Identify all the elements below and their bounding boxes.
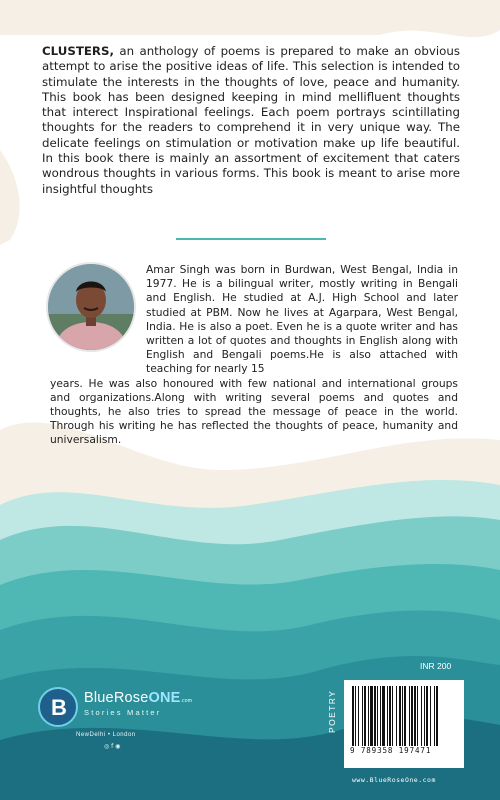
isbn-number: 9 789358 197471 <box>350 746 432 755</box>
isbn-barcode <box>344 680 464 768</box>
book-title-lead: CLUSTERS, <box>42 44 114 58</box>
cream-blob-left <box>0 150 20 245</box>
author-photo <box>46 262 136 352</box>
book-blurb <box>42 44 460 197</box>
cream-blob-top <box>0 0 500 37</box>
publisher-logo-mark: B <box>38 687 78 727</box>
author-bio-rest: years. He was also honoured with few national and international groups and organizations.Along with writing several poems and quotes and thoughts, he also tries to spread the message of peace in the world. Through his writing he has reflected the thoughts of peace, humanity and universalism. <box>50 376 458 447</box>
blurb-text: an anthology of poems is prepared to make an obvious attempt to arise the positive ideas of life. This selection is intended to stimulate the interests in the thoughts of love, peace and humanity. This book has been designed keeping in mind mellifluent thoughts that interect Inspirational feelings. Each poem portrays scintillating thoughts for the readers to comprehend it in very unique way. The delicate feelings on stimulation or motivation make up life beautiful. In this book there is mainly an assortment of excitement that caters wondrous thoughts in various forms. This book is meant to arise more insightful thoughts <box>42 44 460 196</box>
publisher-logo <box>38 685 198 775</box>
author-bio <box>50 263 458 448</box>
barcode-bars <box>350 686 458 746</box>
publisher-name: BlueRoseONE.com <box>84 690 193 706</box>
author-bio-wrap: Amar Singh was born in Burdwan, West Bengal, India in 1977. He is a bilingual writer, mostly writing in Bengali and English. He studied at A.J. High School and later studied at PBM. Now he lives at Agarpara, West Bengal, India. He is also a poet. Even he is a quote writer and has written a lot of quotes and thoughts in English along with English and Bengali poems.He is also attached with teaching for nearly 15 <box>146 263 458 376</box>
publisher-website: www.BlueRoseOne.com <box>352 776 436 784</box>
social-icons: ◎ f ◉ <box>104 743 121 750</box>
genre-label: POETRY <box>327 689 337 733</box>
publisher-locations: NewDelhi • London <box>76 732 136 738</box>
section-divider <box>176 238 326 240</box>
publisher-tagline: Stories Matter <box>84 708 162 717</box>
price-label: INR 200 <box>420 661 452 671</box>
